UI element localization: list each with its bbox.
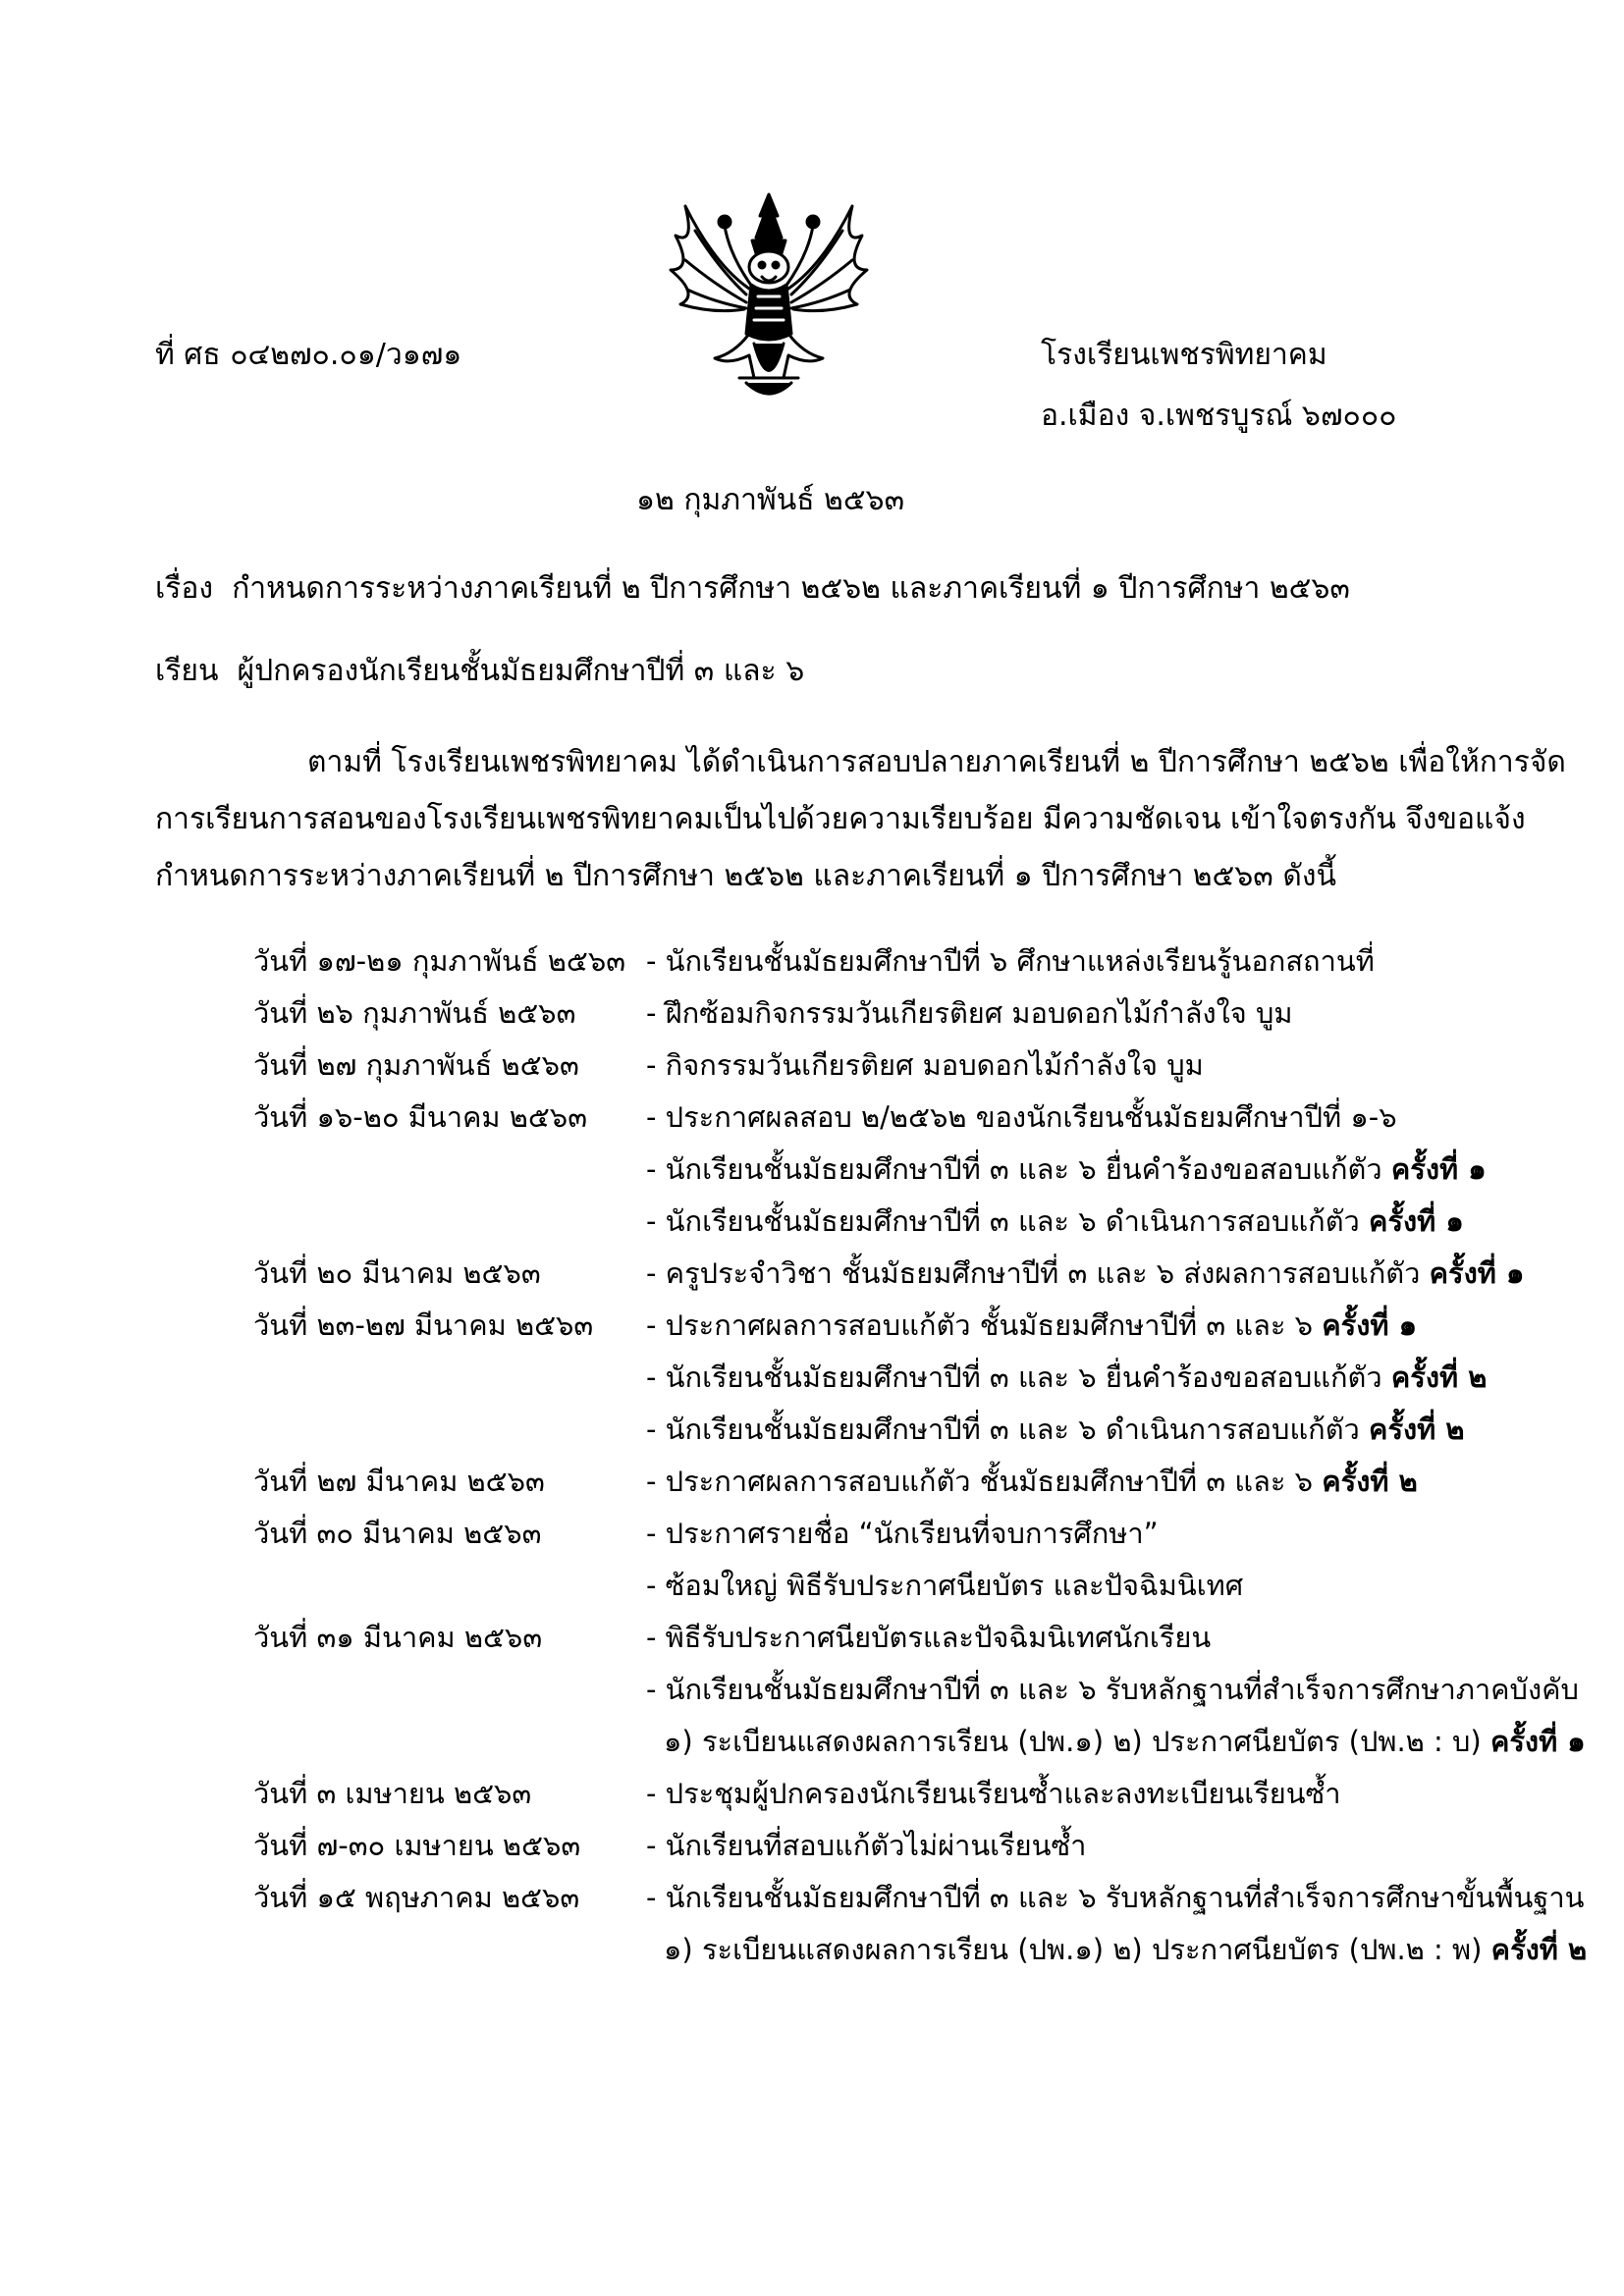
schedule-row [253,1819,1569,1871]
schedule-text: - ประชุมผู้ปกครองนักเรียนเรียนซ้ำและลงทะเบียนเรียนซ้ำ [646,1776,1341,1810]
body-paragraph [155,734,1566,905]
schedule-text: - นักเรียนชั้นมัธยมศึกษาปีที่ ๓ และ ๖ ดำเนินการสอบแก้ตัว ครั้งที่ ๑ [646,1203,1464,1238]
schedule-row [253,934,1569,987]
schedule-date: วันที่ ๒๓-๒๗ มีนาคม ๒๕๖๓ [253,1308,594,1342]
schedule-text: - พิธีรับประกาศนียบัตรและปัจฉิมนิเทศนักเรียน [646,1620,1212,1654]
schedule-row [253,1247,1569,1299]
recipient-text: ผู้ปกครองนักเรียนชั้นมัธยมศึกษาปีที่ ๓ และ ๖ [237,654,805,688]
schedule-date: วันที่ ๒๗ กุมภาพันธ์ ๒๕๖๓ [253,1047,579,1082]
body-line: การเรียนการสอนของโรงเรียนเพชรพิทยาคมเป็นไปด้วยความเรียบร้อย มีความชัดเจน เข้าใจตรงกัน จึงขอแจ้ง [155,802,1526,836]
garuda-emblem-icon [656,187,882,407]
schedule-date: วันที่ ๓๑ มีนาคม ๒๕๖๓ [253,1620,543,1654]
schedule-row [253,1091,1569,1143]
schedule-row [253,1715,1586,1767]
sender-address: อ.เมือง จ.เพชรบูรณ์ ๖๗๐๐๐ [1041,399,1397,433]
sender-name: โรงเรียนเพชรพิทยาคม [1041,338,1327,372]
schedule-text: - ประกาศผลการสอบแก้ตัว ชั้นมัธยมศึกษาปีที่ ๓ และ ๖ ครั้งที่ ๒ [646,1464,1418,1498]
schedule-text: - ซ้อมใหญ่ พิธีรับประกาศนียบัตร และปัจฉิมนิเทศ [646,1568,1244,1602]
schedule-date: วันที่ ๑๕ พฤษภาคม ๒๕๖๓ [253,1880,580,1914]
subject-text: กำหนดการระหว่างภาคเรียนที่ ๒ ปีการศึกษา ๒๕๖๒ และภาคเรียนที่ ๑ ปีการศึกษา ๒๕๖๓ [232,571,1350,606]
schedule-text: - ประกาศรายชื่อ “นักเรียนที่จบการศึกษา” [646,1516,1159,1550]
schedule-text: - ประกาศผลการสอบแก้ตัว ชั้นมัธยมศึกษาปีที่ ๓ และ ๖ ครั้งที่ ๑ [646,1308,1418,1342]
schedule-date: วันที่ ๓๐ มีนาคม ๒๕๖๓ [253,1516,542,1550]
schedule-text: ๑) ระเบียนแสดงผลการเรียน (ปพ.๑) ๒) ประกาศนียบัตร (ปพ.๒ : บ) ครั้งที่ ๑ [664,1724,1586,1758]
schedule-date: วันที่ ๑๖-๒๐ มีนาคม ๒๕๖๓ [253,1099,588,1134]
schedule-date: วันที่ ๓ เมษายน ๒๕๖๓ [253,1776,532,1810]
reference-number: ที่ ศธ ๐๔๒๗๐.๐๑/ว๑๗๑ [155,338,462,372]
schedule-text: - นักเรียนชั้นมัธยมศึกษาปีที่ ๓ และ ๖ ยื่นคำร้องขอสอบแก้ตัว ครั้งที่ ๑ [646,1151,1487,1186]
schedule-row [253,1559,1569,1611]
schedule-text: - นักเรียนชั้นมัธยมศึกษาปีที่ ๓ และ ๖ ดำเนินการสอบแก้ตัว ครั้งที่ ๒ [646,1412,1465,1446]
schedule-row [253,1767,1569,1819]
schedule-date: วันที่ ๒๐ มีนาคม ๒๕๖๓ [253,1255,541,1290]
subject-line [155,569,1350,609]
schedule-row [253,1507,1569,1559]
schedule-date: วันที่ ๑๗-๒๑ กุมภาพันธ์ ๒๕๖๓ [253,943,626,978]
schedule-row [253,1871,1585,1923]
recipient-line [155,652,804,691]
schedule-row [253,1195,1569,1247]
schedule-text: - ฝึกซ้อมกิจกรรมวันเกียรติยศ มอบดอกไม้กำลังใจ บูม [646,995,1293,1030]
recipient-label: เรียน [155,654,219,688]
body-line: ตามที่ โรงเรียนเพชรพิทยาคม ได้ดำเนินการสอบปลายภาคเรียนที่ ๒ ปีการศึกษา ๒๕๖๒ เพื่อให้การจัด [307,745,1566,779]
schedule-row [253,1143,1569,1195]
schedule-row [253,1455,1569,1507]
schedule-row [253,987,1569,1039]
schedule-row [253,1039,1569,1091]
subject-label: เรื่อง [155,571,214,606]
schedule-row [253,1663,1579,1715]
letter-date: ๑๒ กุมภาพันธ์ ๒๕๖๓ [636,483,905,517]
schedule-text: ๑) ระเบียนแสดงผลการเรียน (ปพ.๑) ๒) ประกาศนียบัตร (ปพ.๒ : พ) ครั้งที่ ๒ [664,1932,1588,1966]
schedule-text: - ครูประจำวิชา ชั้นมัธยมศึกษาปีที่ ๓ และ ๖ ส่งผลการสอบแก้ตัว ครั้งที่ ๑ [646,1255,1525,1290]
schedule-row [253,1923,1588,1975]
schedule-text: - ประกาศผลสอบ ๒/๒๕๖๒ ของนักเรียนชั้นมัธยมศึกษาปีที่ ๑-๖ [646,1099,1397,1134]
schedule-text: - นักเรียนชั้นมัธยมศึกษาปีที่ ๓ และ ๖ รับหลักฐานที่สำเร็จการศึกษาขั้นพื้นฐาน [646,1880,1585,1914]
schedule-date: วันที่ ๒๖ กุมภาพันธ์ ๒๕๖๓ [253,995,576,1030]
schedule-date: วันที่ ๗-๓๐ เมษายน ๒๕๖๓ [253,1828,581,1862]
schedule-date: วันที่ ๒๗ มีนาคม ๒๕๖๓ [253,1464,545,1498]
schedule-text: - นักเรียนชั้นมัธยมศึกษาปีที่ ๓ และ ๖ ยื่นคำร้องขอสอบแก้ตัว ครั้งที่ ๒ [646,1360,1488,1394]
schedule-row [253,1611,1569,1663]
schedule-text: - นักเรียนชั้นมัธยมศึกษาปีที่ ๖ ศึกษาแหล่งเรียนรู้นอกสถานที่ [646,943,1375,978]
schedule-list [253,934,1588,1975]
schedule-text: - นักเรียนที่สอบแก้ตัวไม่ผ่านเรียนซ้ำ [646,1828,1087,1862]
schedule-text: - นักเรียนชั้นมัธยมศึกษาปีที่ ๓ และ ๖ รับหลักฐานที่สำเร็จการศึกษาภาคบังคับ [646,1672,1579,1706]
schedule-text: - กิจกรรมวันเกียรติยศ มอบดอกไม้กำลังใจ บูม [646,1047,1204,1082]
body-line: กำหนดการระหว่างภาคเรียนที่ ๒ ปีการศึกษา ๒๕๖๒ และภาคเรียนที่ ๑ ปีการศึกษา ๒๕๖๓ ดังนี้ [155,859,1336,893]
schedule-row [253,1351,1569,1403]
schedule-row [253,1403,1569,1455]
schedule-row [253,1299,1569,1351]
